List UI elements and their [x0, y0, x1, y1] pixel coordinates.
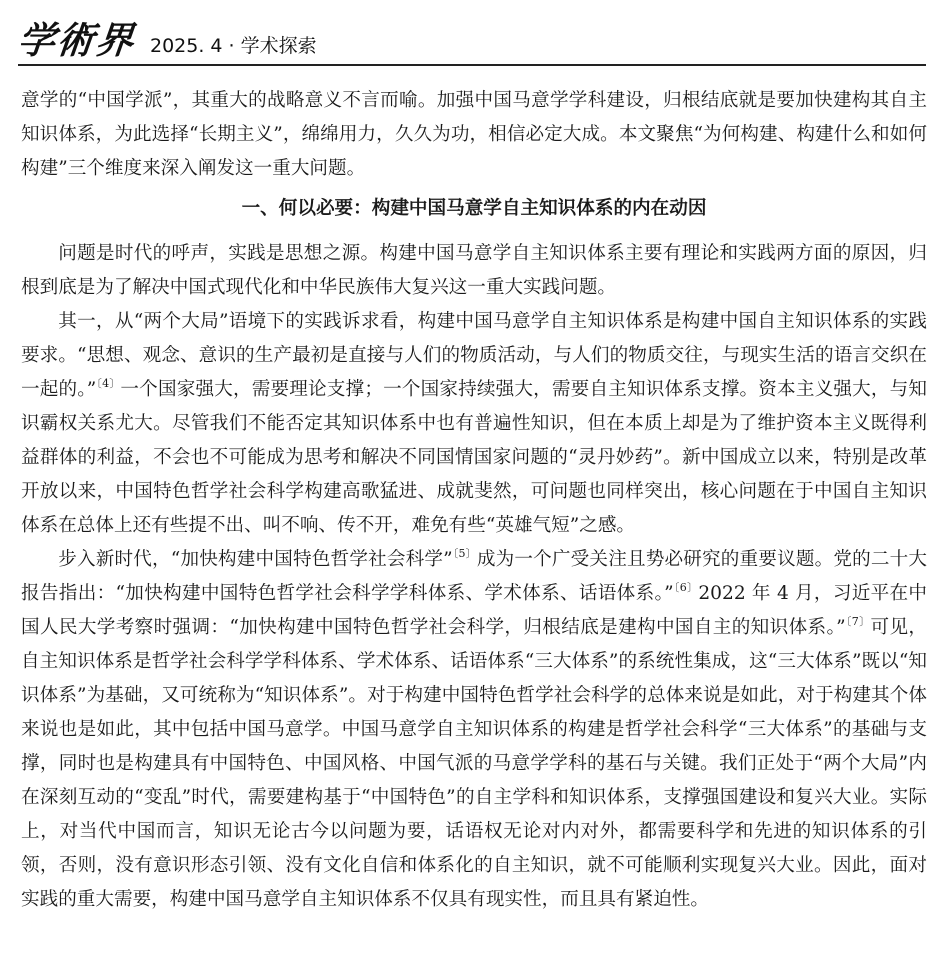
- issue-info: 2025. 4 · 学术探索: [150, 35, 317, 57]
- paragraph-continued: 意学的“中国学派”，其重大的战略意义不言而喻。加强中国马意学学科建设，归根结底就是要加快建构其自主知识体系，为此选择“长期主义”，绵绵用力，久久为功，相信必定大成。本文聚焦“为何构建、构建什么和如何构建”三个维度来深入阐发这一重大问题。: [21, 90, 927, 179]
- paragraph-3-text-a: 步入新时代，“加快构建中国特色哲学社会科学”: [58, 549, 453, 570]
- footnote-ref-7[interactable]: 〔7〕: [845, 615, 871, 628]
- section-heading: 一、何以必要：构建中国马意学自主知识体系的内在动因: [241, 198, 707, 219]
- header-rule: [18, 64, 926, 66]
- footnote-ref-4[interactable]: 〔4〕: [96, 377, 121, 390]
- paragraph-2: [21, 305, 927, 543]
- footnote-ref-5[interactable]: 〔5〕: [452, 547, 477, 560]
- paragraph-3-text-d: 可见，自主知识体系是哲学社会科学学科体系、学术体系、话语体系“三大体系”的系统性集成，这“三大体系”既以“知识体系”为基础，又可统称为“知识体系”。对于构建中国特色哲学社会科学的总体来说是如此，对于构建其个体来说也是如此，其中包括中国马意学。中国马意学自主知识体系的构建是哲学社会科学“三大体系”的基础与支撑，同时也是构建具有中国特色、中国风格、中国气派的马意学学科的基石与关键。我们正处于“两个大局”内在深刻互动的“变乱”时代，需要建构基于“中国特色”的自主学科和知识体系，支撑强国建设和复兴大业。实际上，对当代中国而言，知识无论古今以问题为要，话语权无论对内对外，都需要科学和先进的知识体系的引领，否则，没有意识形态引领、没有文化自信和体系化的自主知识，就不可能顺利实现复兴大业。因此，面对实践的重大需要，构建中国马意学自主知识体系不仅具有现实性，而且具有紧迫性。: [21, 617, 927, 910]
- article-body: [21, 84, 927, 917]
- paragraph-1: 问题是时代的呼声，实践是思想之源。构建中国马意学自主知识体系主要有理论和实践两方面的原因，归根到底是为了解决中国式现代化和中华民族伟大复兴这一重大实践问题。: [21, 243, 927, 298]
- journal-logo: 学術界: [15, 18, 138, 62]
- paragraph-2-text-b: 一个国家强大，需要理论支撑；一个国家持续强大，需要自主知识体系支撑。资本主义强大，与知识霸权关系尤大。尽管我们不能否定其知识体系中也有普遍性知识，但在本质上却是为了维护资本主义既得利益群体的利益，不会也不可能成为思考和解决不同国情国家问题的“灵丹妙药”。新中国成立以来，特别是改革开放以来，中国特色哲学社会科学构建高歌猛进、成就斐然，可问题也同样突出，核心问题在于中国自主知识体系在总体上还有些提不出、叫不响、传不开，难免有些“英雄气短”之感。: [21, 379, 927, 536]
- paragraph-3: [21, 543, 927, 917]
- paragraph-2-text-a: 其一，从“两个大局”语境下的实践诉求看，构建中国马意学自主知识体系是构建中国自主知识体系的实践要求。“思想、观念、意识的生产最初是直接与人们的物质活动，与人们的物质交往，与现实生活的语言交织在一起的。”: [21, 311, 927, 400]
- footnote-ref-6[interactable]: 〔6〕: [673, 581, 699, 594]
- paragraph-3-text-c: 2022 年 4 月，习近平在中国人民大学考察时强调：“加快构建中国特色哲学社会科学，归根结底是建构中国自主的知识体系。”: [21, 583, 928, 638]
- paragraph-3-text-b: 成为一个广受关注且势必研究的重要议题。党的二十大报告指出：“加快构建中国特色哲学社会科学学科体系、学术体系、话语体系。”: [21, 549, 928, 604]
- page-header: [15, 12, 928, 64]
